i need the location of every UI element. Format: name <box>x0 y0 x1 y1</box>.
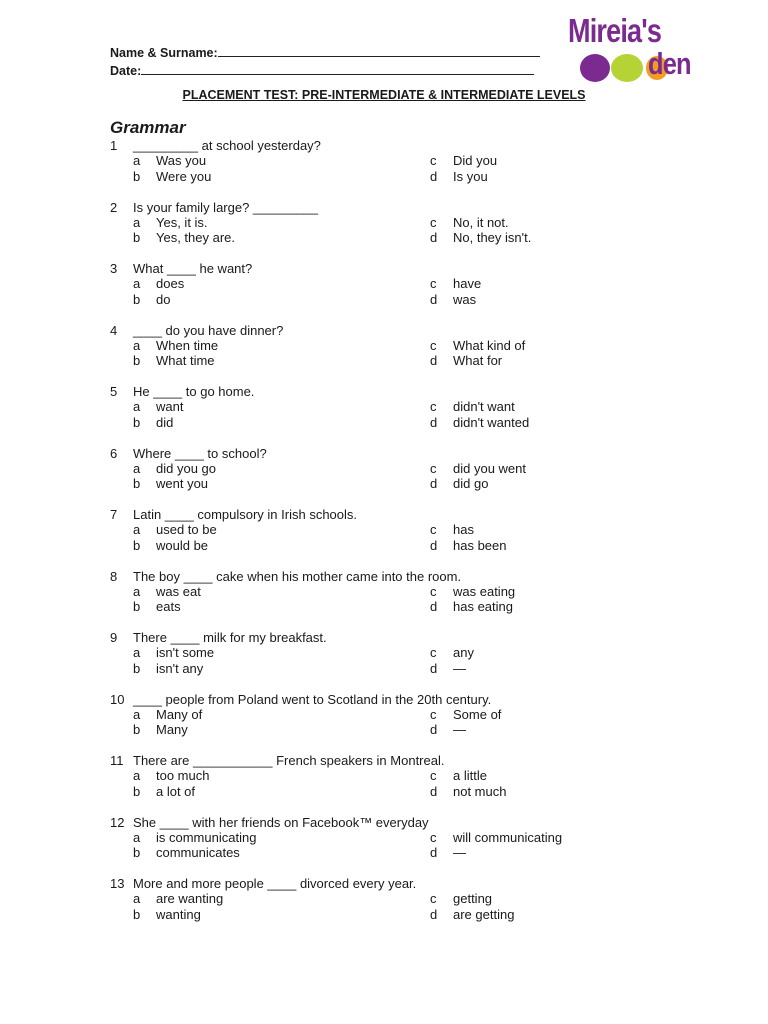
option-text: will communicating <box>453 829 563 845</box>
option-letter: d <box>430 168 438 184</box>
question-item <box>110 446 710 508</box>
option-row <box>110 845 710 860</box>
question-stem <box>110 200 710 215</box>
option-letter: c <box>430 460 437 476</box>
option-text: does <box>156 276 185 292</box>
option-text: Yes, they are. <box>156 230 236 246</box>
option-letter: a <box>133 645 141 661</box>
option-row <box>110 353 710 368</box>
question-text: There are ___________ French speakers in Montreal. <box>133 753 445 768</box>
option-letter: a <box>133 399 141 415</box>
option-row <box>110 215 710 230</box>
question-stem <box>110 753 710 768</box>
question-stem <box>110 384 710 399</box>
option-text: communicates <box>156 845 240 861</box>
question-stem <box>110 630 710 645</box>
question-text: _________ at school yesterday? <box>133 138 321 153</box>
option-letter: b <box>133 660 141 676</box>
option-letter: d <box>430 783 438 799</box>
option-letter: b <box>133 168 141 184</box>
option-text: did go <box>453 476 489 492</box>
question-text: ____ do you have dinner? <box>133 322 284 338</box>
option-text: any <box>453 645 474 661</box>
option-letter: a <box>133 276 141 292</box>
option-letter: b <box>133 230 141 246</box>
option-letter: b <box>133 353 141 369</box>
option-text: Yes, it is. <box>156 214 208 230</box>
logo-text-top: Mireia's <box>568 12 662 49</box>
option-text: was <box>453 291 477 307</box>
question-stem <box>110 323 710 338</box>
option-text: went you <box>156 476 209 492</box>
question-item <box>110 569 710 631</box>
option-text: isn't any <box>156 660 204 676</box>
option-text: — <box>453 660 466 676</box>
option-text: What kind of <box>453 337 526 353</box>
option-text: Did you <box>453 153 498 169</box>
option-letter: d <box>430 845 438 861</box>
name-surname-label: Name & Surname: <box>110 46 218 60</box>
question-number: 2 <box>110 199 118 215</box>
question-text: More and more people ____ divorced every year. <box>133 876 417 891</box>
option-text: What for <box>453 353 503 369</box>
option-row <box>110 276 710 291</box>
logo-text-bottom: den <box>648 46 691 81</box>
question-item <box>110 630 710 692</box>
question-number: 7 <box>110 507 118 522</box>
option-letter: b <box>133 845 141 861</box>
name-surname-line <box>110 44 540 60</box>
option-letter: c <box>430 706 437 722</box>
question-item <box>110 138 710 200</box>
option-letter: d <box>430 660 438 676</box>
question-text: Latin ____ compulsory in Irish schools. <box>133 507 358 522</box>
question-item <box>110 876 710 938</box>
option-row <box>110 891 710 906</box>
option-text: When time <box>156 337 219 353</box>
option-text: are wanting <box>156 891 224 907</box>
option-letter: a <box>133 829 141 845</box>
option-text: have <box>453 276 482 292</box>
option-text: has been <box>453 537 507 553</box>
option-text: isn't some <box>156 645 215 661</box>
option-letter: d <box>430 414 438 430</box>
option-letter: a <box>133 891 141 907</box>
option-row <box>110 461 710 476</box>
option-letter: d <box>430 537 438 553</box>
question-item <box>110 323 710 385</box>
question-stem <box>110 569 710 584</box>
name-surname-field[interactable] <box>218 44 540 57</box>
option-row <box>110 907 710 922</box>
date-line <box>110 62 534 78</box>
option-row <box>110 645 710 660</box>
option-row <box>110 230 710 245</box>
option-row <box>110 292 710 307</box>
page-title: PLACEMENT TEST: PRE-INTERMEDIATE & INTERMEDIATE LEVELS <box>182 88 586 102</box>
option-letter: b <box>133 906 141 922</box>
logo-purple-dot <box>580 54 610 82</box>
option-letter: a <box>133 460 141 476</box>
option-row <box>110 584 710 599</box>
option-text: — <box>453 722 466 738</box>
option-letter: a <box>133 706 141 722</box>
option-letter: d <box>430 353 438 369</box>
option-letter: b <box>133 476 141 492</box>
option-letter: a <box>133 337 141 353</box>
option-letter: c <box>430 829 437 845</box>
option-letter: a <box>133 583 141 599</box>
question-text: Where ____ to school? <box>133 445 267 461</box>
option-text: No, it not. <box>453 214 509 230</box>
option-text: want <box>156 399 184 415</box>
option-text: has eating <box>453 599 513 615</box>
question-item <box>110 200 710 262</box>
option-letter: b <box>133 291 141 307</box>
question-stem <box>110 876 710 891</box>
option-text: was eat <box>156 583 201 599</box>
option-text: Was you <box>156 153 207 169</box>
question-number: 12 <box>110 814 125 830</box>
question-number: 1 <box>110 138 118 153</box>
option-letter: b <box>133 783 141 799</box>
option-text: getting <box>453 891 493 907</box>
question-number: 5 <box>110 384 118 399</box>
option-letter: d <box>430 291 438 307</box>
option-text: has <box>453 522 474 538</box>
option-row <box>110 784 710 799</box>
date-field[interactable] <box>141 62 534 75</box>
option-text: — <box>453 845 466 861</box>
option-letter: a <box>133 768 141 784</box>
question-text: He ____ to go home. <box>133 384 255 399</box>
section-title-grammar: Grammar <box>110 118 186 137</box>
option-text: didn't want <box>453 399 515 415</box>
question-text: Is your family large? _________ <box>133 199 319 215</box>
question-number: 13 <box>110 876 125 891</box>
option-row <box>110 169 710 184</box>
option-letter: c <box>430 522 437 538</box>
question-item <box>110 753 710 815</box>
date-label: Date: <box>110 64 142 78</box>
option-text: are getting <box>453 906 515 922</box>
option-letter: c <box>430 645 437 661</box>
option-row <box>110 538 710 553</box>
question-number: 11 <box>110 753 124 768</box>
option-text: wanting <box>156 906 201 922</box>
option-row <box>110 722 710 737</box>
option-letter: c <box>430 276 437 292</box>
option-letter: c <box>430 891 437 907</box>
option-text: Were you <box>156 168 212 184</box>
option-row <box>110 599 710 614</box>
option-letter: b <box>133 414 141 430</box>
mireias-den-logo <box>568 14 708 84</box>
option-letter: c <box>430 337 437 353</box>
option-text: not much <box>453 783 507 799</box>
option-letter: b <box>133 599 141 615</box>
option-text: too much <box>156 768 210 784</box>
logo-green-dot <box>611 54 643 82</box>
option-row <box>110 661 710 676</box>
option-row <box>110 415 710 430</box>
question-list <box>110 138 710 938</box>
option-letter: c <box>430 399 437 415</box>
question-item <box>110 384 710 446</box>
option-row <box>110 768 710 783</box>
option-row <box>110 830 710 845</box>
option-letter: d <box>430 906 438 922</box>
option-text: Some of <box>453 706 502 722</box>
option-text: No, they isn't. <box>453 230 532 246</box>
option-text: a little <box>453 768 487 784</box>
option-letter: d <box>430 599 438 615</box>
option-text: did you went <box>453 460 526 476</box>
question-text: She ____ with her friends on Facebook™ everyday <box>133 814 429 830</box>
question-item <box>110 815 710 877</box>
option-letter: a <box>133 522 141 538</box>
option-letter: a <box>133 153 141 169</box>
question-number: 10 <box>110 691 125 707</box>
option-text: Is you <box>453 168 488 184</box>
question-number: 6 <box>110 445 118 461</box>
option-row <box>110 399 710 414</box>
option-text: Many <box>156 722 188 738</box>
option-letter: d <box>430 230 438 246</box>
option-letter: d <box>430 722 438 738</box>
option-letter: c <box>430 153 437 169</box>
option-text: is communicating <box>156 829 257 845</box>
question-number: 4 <box>110 322 118 338</box>
option-text: did you go <box>156 460 216 476</box>
question-item <box>110 507 710 569</box>
question-text: The boy ____ cake when his mother came into the room. <box>133 568 462 584</box>
option-row <box>110 338 710 353</box>
option-letter: b <box>133 537 141 553</box>
question-stem <box>110 507 710 522</box>
question-stem <box>110 138 710 153</box>
option-text: used to be <box>156 522 217 538</box>
option-letter: a <box>133 214 141 230</box>
question-stem <box>110 815 710 830</box>
question-text: ____ people from Poland went to Scotland in the 20th century. <box>133 691 492 707</box>
question-item <box>110 692 710 754</box>
option-text: What time <box>156 353 215 369</box>
option-row <box>110 522 710 537</box>
question-text: What ____ he want? <box>133 261 253 276</box>
question-stem <box>110 692 710 707</box>
question-number: 3 <box>110 261 118 276</box>
option-text: would be <box>156 537 209 553</box>
option-text: was eating <box>453 583 516 599</box>
option-row <box>110 707 710 722</box>
question-stem <box>110 446 710 461</box>
option-letter: d <box>430 476 438 492</box>
question-stem <box>110 261 710 276</box>
question-item <box>110 261 710 323</box>
option-text: did <box>156 414 174 430</box>
question-number: 8 <box>110 568 118 584</box>
option-text: Many of <box>156 706 203 722</box>
option-text: eats <box>156 599 181 615</box>
option-letter: c <box>430 583 437 599</box>
option-letter: c <box>430 768 437 784</box>
option-text: didn't wanted <box>453 414 530 430</box>
option-letter: c <box>430 214 437 230</box>
option-text: a lot of <box>156 783 196 799</box>
option-row <box>110 153 710 168</box>
option-letter: b <box>133 722 141 738</box>
question-number: 9 <box>110 630 118 645</box>
option-text: do <box>156 291 171 307</box>
question-text: There ____ milk for my breakfast. <box>133 630 327 645</box>
option-row <box>110 476 710 491</box>
